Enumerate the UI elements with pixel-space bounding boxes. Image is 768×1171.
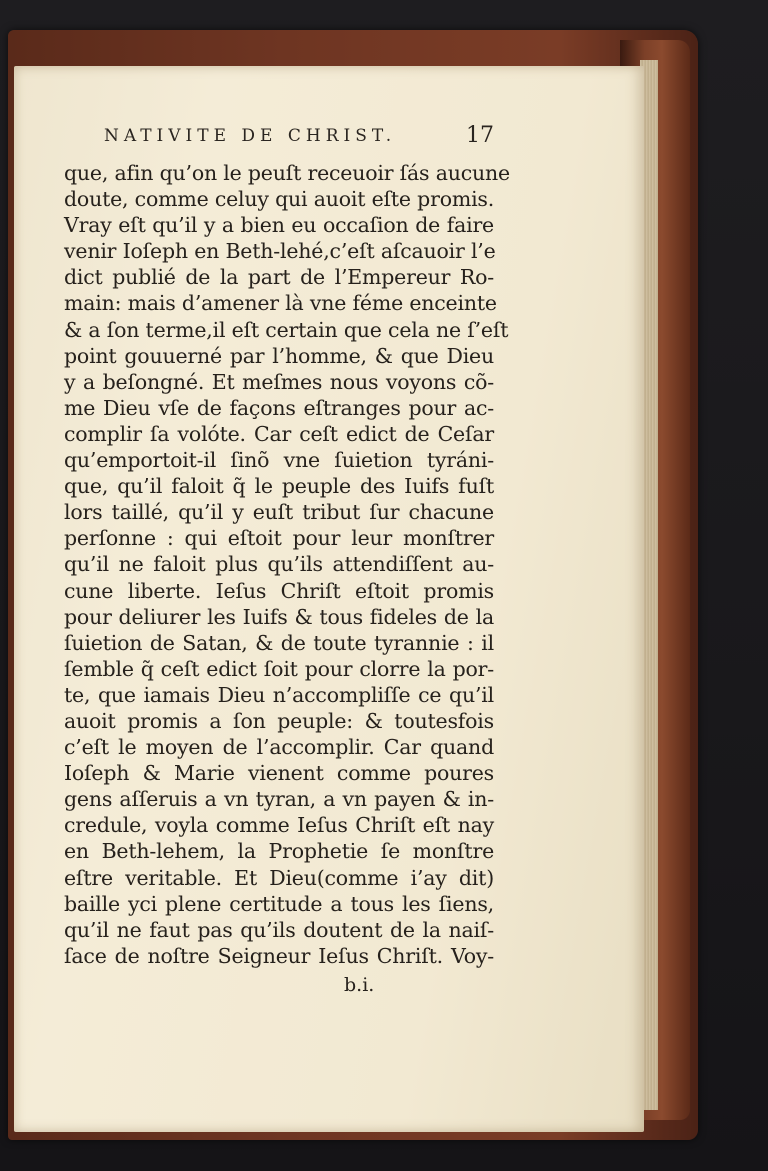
text-line: ſace de noſtre Seigneur Ieſus Chriſt. Voy- [64,943,494,968]
text-line: qu’il ne faut pas qu’ils doutent de la naiſ- [64,917,494,942]
text-line: perſonne : qui eſtoit pour leur monſtrer [64,526,494,551]
book-page [14,66,644,1132]
text-line: en Beth-lehem, la Prophetie ſe monſtre [64,839,494,864]
running-title: NATIVITE DE CHRIST. [104,126,397,146]
text-line: que, qu’il faloit q̃ le peuple des Iuifs fuſt [64,474,494,499]
text-line: y a beſongné. Et meſmes nous voyons cõ- [64,369,494,394]
text-line: qu’emportoit-il ſinõ vne ſuietion tyráni- [64,448,494,473]
text-line: & a ſon terme,il eſt certain que cela ne ſ’eſt [64,317,509,342]
text-line: venir Ioſeph en Beth-lehé,c’eſt aſcauoir l’e [64,239,496,264]
text-line: lors taillé, qu’il y euſt tribut ſur chacune [64,500,494,525]
text-line: Ioſeph & Marie vienent comme poures [64,761,494,786]
text-line: complir ſa volóte. Car ceſt edict de Ceſar [64,421,494,446]
page-number: 17 [466,123,494,148]
text-line: gens aſſeruis a vn tyran, a vn payen & in- [64,787,494,812]
text-line: eſtre veritable. Et Dieu(comme i’ay dit) [64,865,494,890]
text-line: baille yci plene certitude a tous les ſiens, [64,891,494,916]
text-line: ſuietion de Satan, & de toute tyrannie : il [64,630,494,655]
text-line: ſemble q̃ ceſt edict ſoit pour clorre la por- [64,656,494,681]
text-line: dict publié de la part de l’Empereur Ro- [64,265,494,290]
text-line: point gouuerné par l’homme, & que Dieu [64,343,494,368]
text-line: c’eſt le moyen de l’accomplir. Car quand [64,735,494,760]
text-block [64,123,510,999]
text-line: cune liberte. Ieſus Chriſt eſtoit promis [64,578,494,603]
text-line: que, afin qu’on le peuſt receuoir ſás aucune [64,161,510,185]
text-line: qu’il ne faloit plus qu’ils attendiſſent au- [64,552,494,577]
text-line: me Dieu vſe de façons eſtranges pour ac- [64,395,494,420]
body-text [64,160,510,969]
signature-mark: b.i. [344,973,375,996]
text-line: te, que iamais Dieu n’accompliſſe ce qu’il [64,682,494,707]
text-line: doute, comme celuy qui auoit eſte promis. [64,187,495,212]
text-line: Vray eſt qu’il y a bien eu occaſion de faire [64,213,494,238]
text-line: pour deliurer les Iuifs & tous fideles de la [64,604,494,629]
text-line: auoit promis a ſon peuple: & toutesfois [64,708,494,733]
text-line: main: mais d’amener là vne féme enceinte [64,291,497,316]
text-line: credule, voyla comme Ieſus Chriſt eſt nay [64,813,494,838]
running-head [64,124,494,154]
